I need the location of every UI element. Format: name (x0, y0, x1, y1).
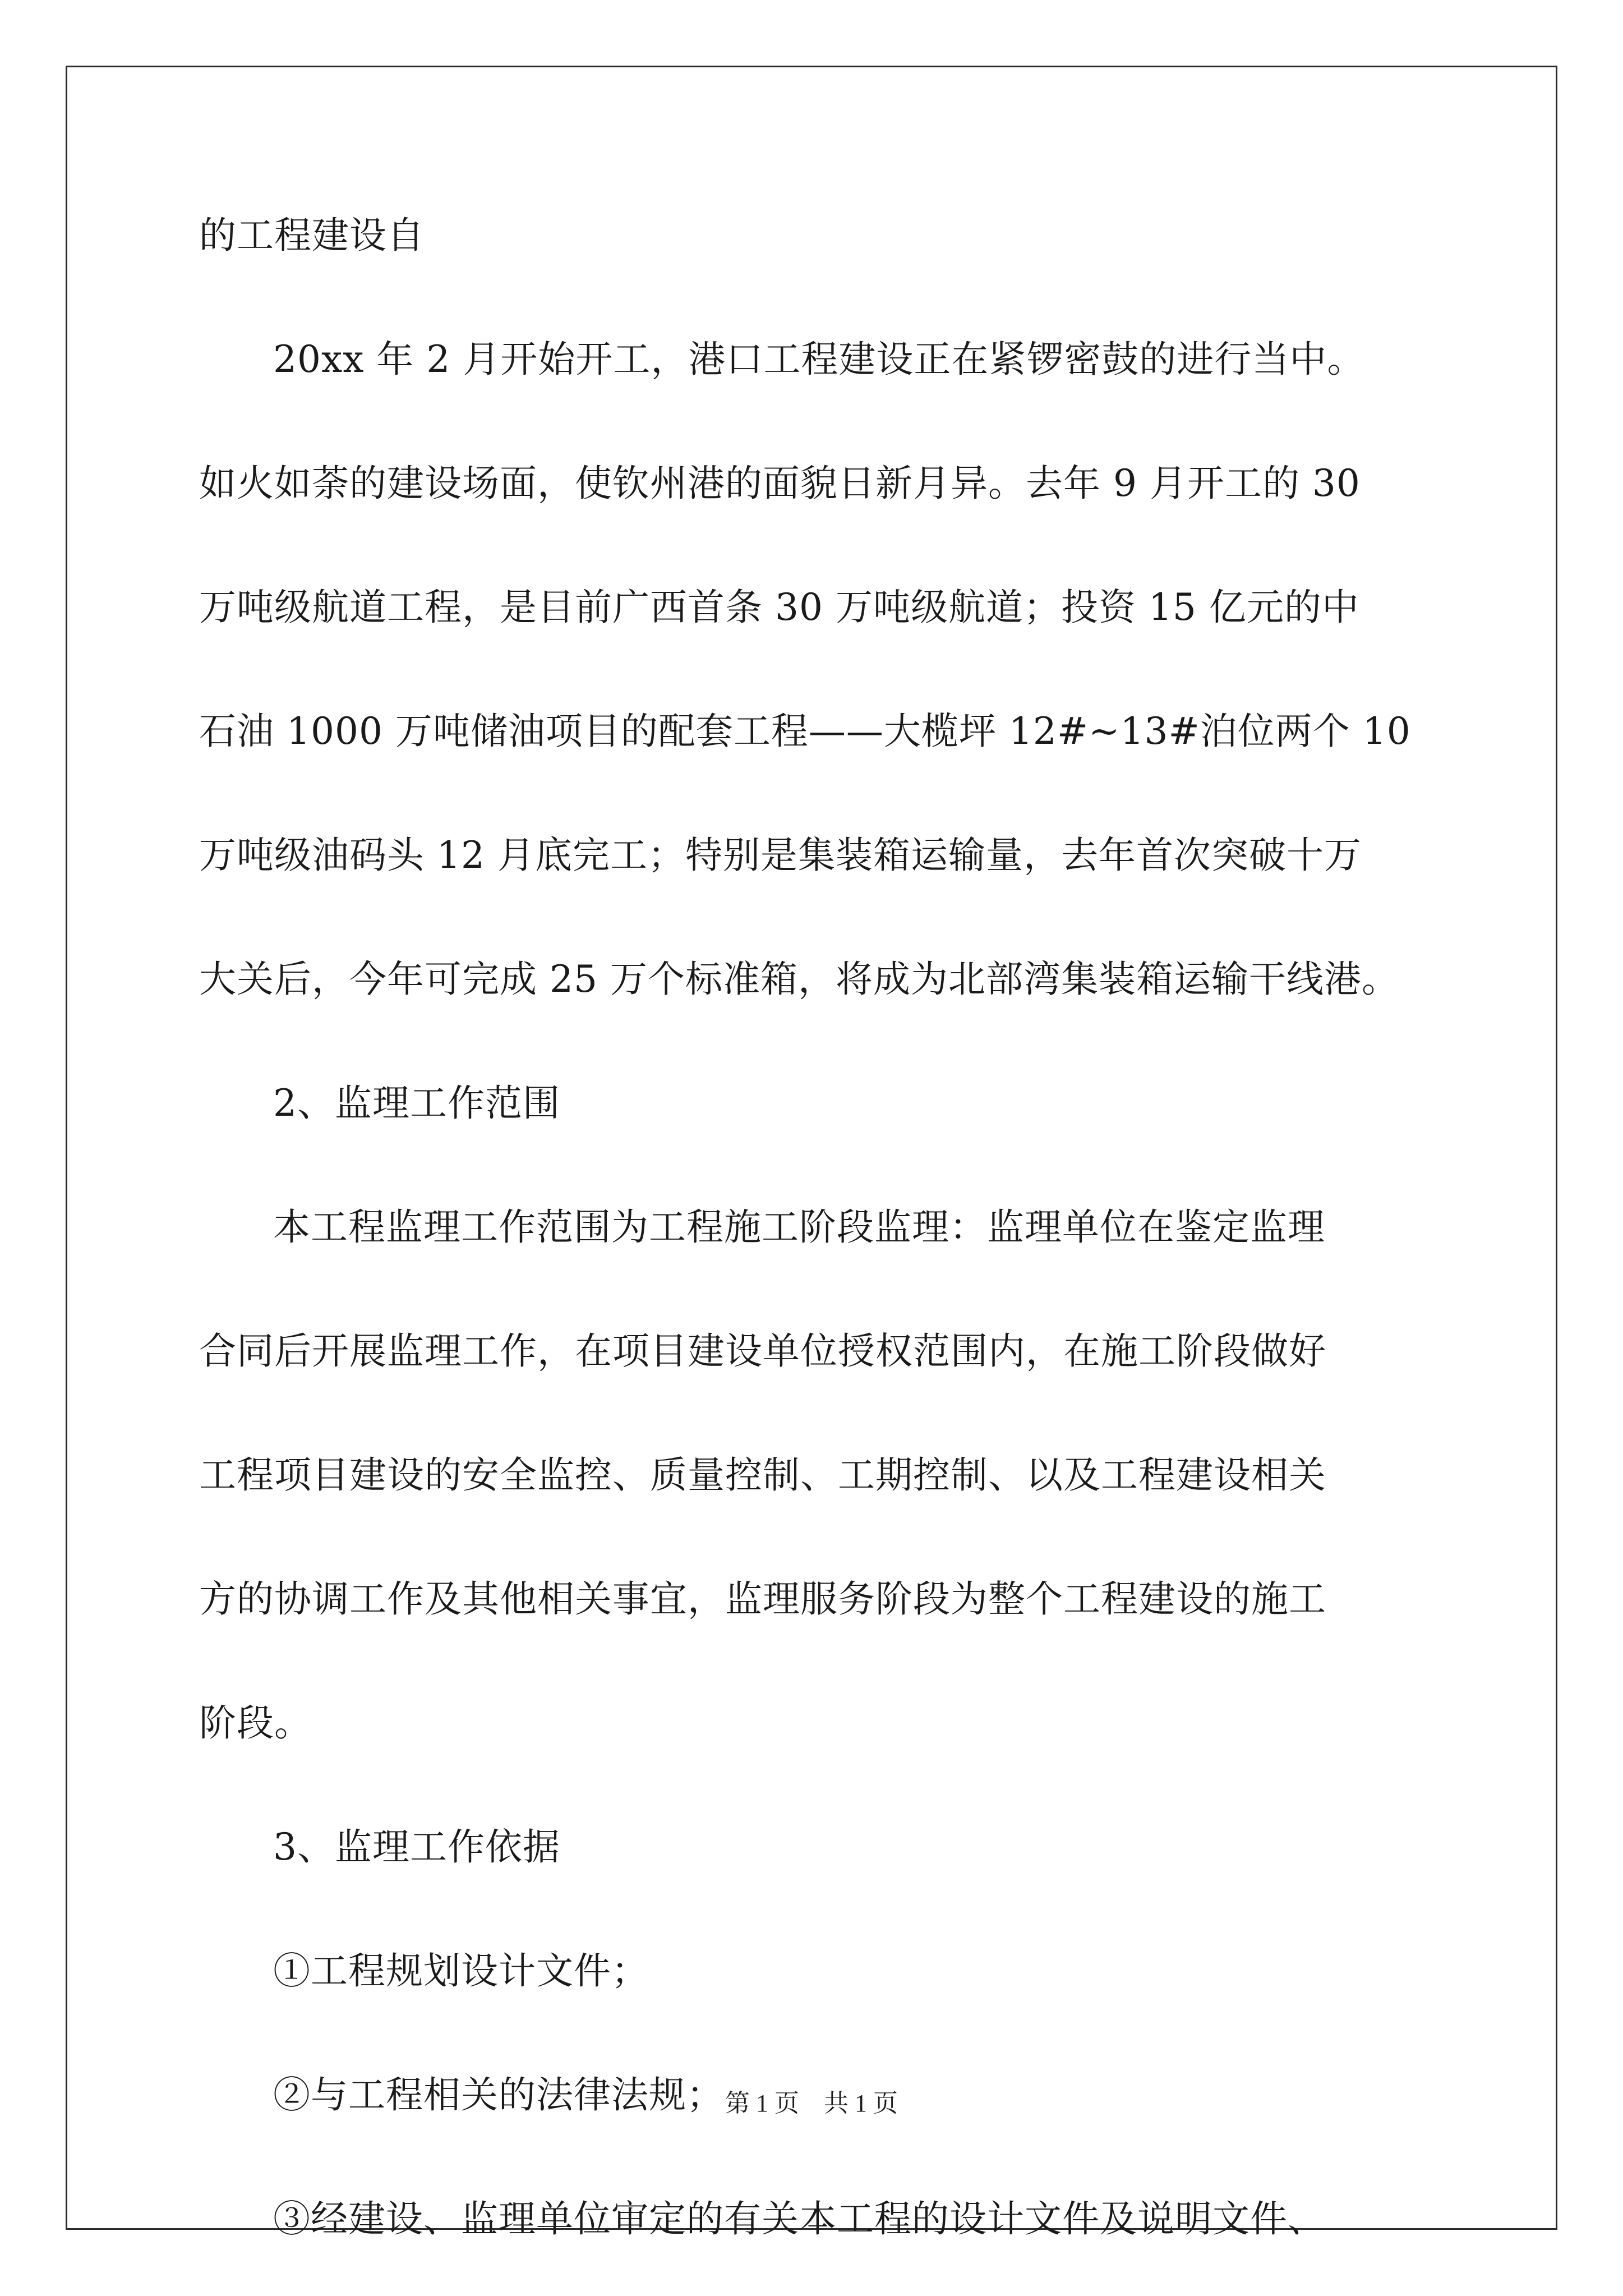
list-item: ②与工程相关的法律法规； (273, 2073, 724, 2116)
text-line: 本工程监理工作范围为工程施工阶段监理：监理单位在鉴定监理 (273, 1205, 1325, 1249)
text-line: 石油 1000 万吨储油项目的配套工程——大榄坪 12#~13#泊位两个 10 (199, 710, 1411, 753)
text-line: 方的协调工作及其他相关事宜，监理服务阶段为整个工程建设的施工 (199, 1577, 1326, 1621)
section-heading: 3、监理工作依据 (273, 1825, 560, 1869)
text-line: 20xx 年 2 月开始开工，港口工程建设正在紧锣密鼓的进行当中。 (273, 338, 1365, 381)
text-line: 大关后，今年可完成 25 万个标准箱，将成为北部湾集装箱运输干线港。 (199, 958, 1399, 1001)
text-line: 合同后开展监理工作，在项目建设单位授权范围内，在施工阶段做好 (199, 1329, 1326, 1373)
list-item: ③经建设、监理单位审定的有关本工程的设计文件及说明文件、 (273, 2197, 1325, 2240)
section-heading: 2、监理工作范围 (273, 1082, 560, 1125)
page-border (66, 66, 1557, 2230)
text-line: 的工程建设自 (199, 214, 425, 257)
text-line: 万吨级油码头 12 月底完工；特别是集装箱运输量，去年首次突破十万 (199, 834, 1362, 877)
text-line: 如火如荼的建设场面，使钦州港的面貌日新月异。去年 9 月开工的 30 (199, 462, 1361, 505)
list-item: ①工程规划设计文件； (273, 1949, 649, 1993)
text-line: 工程项目建设的安全监控、质量控制、工期控制、以及工程建设相关 (199, 1453, 1326, 1497)
page-number: 第 1 页 (725, 2090, 799, 2117)
text-line: 阶段。 (199, 1701, 312, 1745)
page-footer (0, 2088, 1623, 2119)
text-line: 万吨级航道工程，是目前广西首条 30 万吨级航道；投资 15 亿元的中 (199, 586, 1359, 629)
page-total: 共 1 页 (824, 2090, 898, 2117)
